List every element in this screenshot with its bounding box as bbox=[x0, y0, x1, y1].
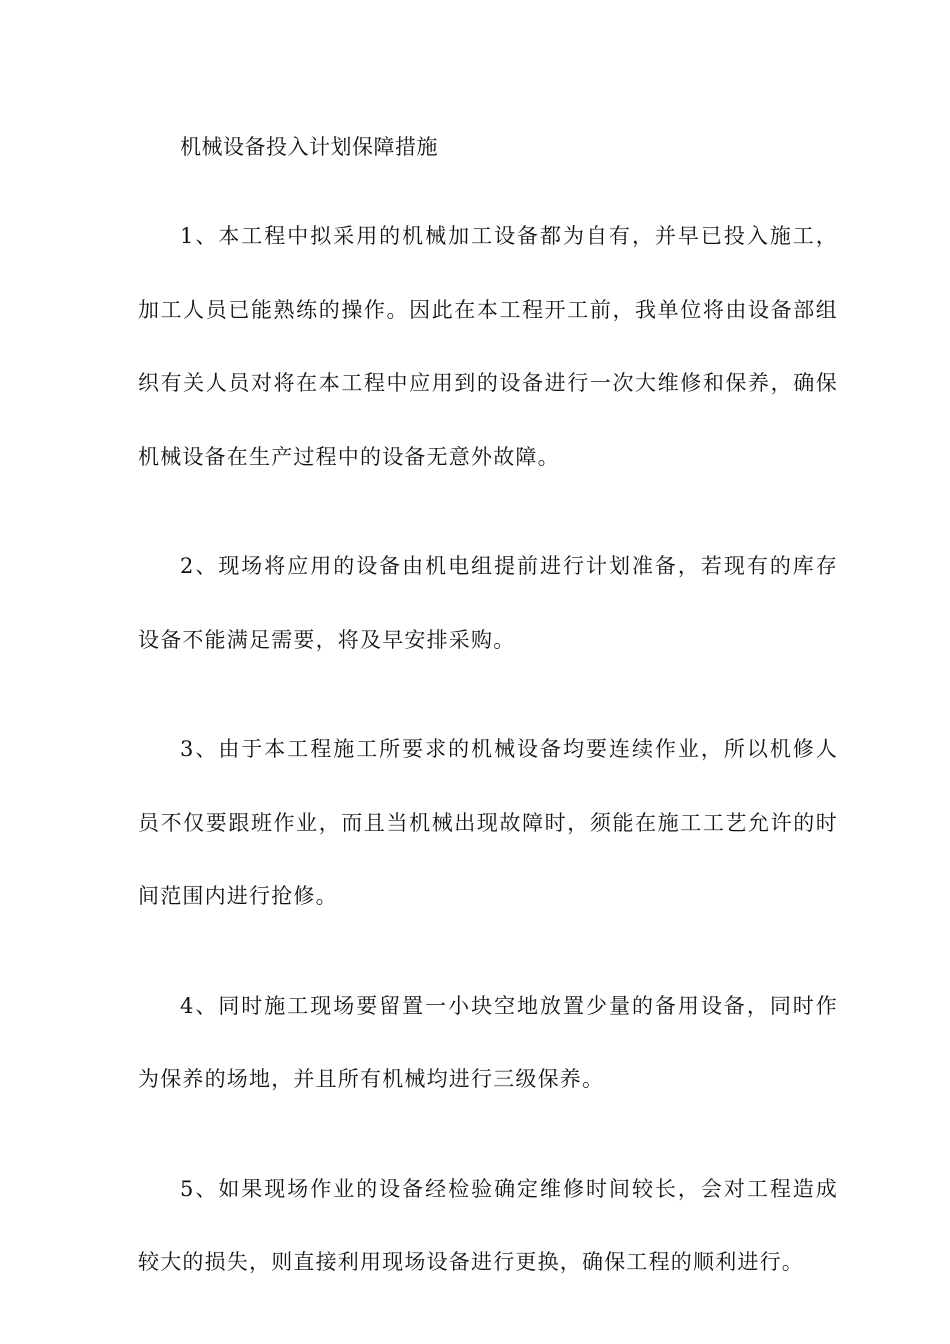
paragraph-3: 3、由于本工程施工所要求的机械设备均要连续作业，所以机修人员不仅要跟班作业，而且当机械出现故障时，须能在施工工艺允许的时间范围内进行抢修。 bbox=[138, 737, 838, 908]
document-body bbox=[138, 128, 838, 1300]
paragraph-1: 1、本工程中拟采用的机械加工设备都为自有，并早已投入施工，加工人员已能熟练的操作。因此在本工程开工前，我单位将由设备部组织有关人员对将在本工程中应用到的设备进行一次大维修和保养，确保机械设备在生产过程中的设备无意外故障。 bbox=[138, 224, 838, 469]
document-title: 机械设备投入计划保障措施 bbox=[180, 135, 438, 159]
paragraph-2: 2、现场将应用的设备由机电组提前进行计划准备，若现有的库存设备不能满足需要，将及早安排采购。 bbox=[138, 554, 838, 652]
paragraph-5: 5、如果现场作业的设备经检验确定维修时间较长，会对工程造成较大的损失，则直接利用现场设备进行更换，确保工程的顺利进行。 bbox=[138, 1176, 838, 1274]
paragraph-4: 4、同时施工现场要留置一小块空地放置少量的备用设备，同时作为保养的场地，并且所有机械均进行三级保养。 bbox=[138, 993, 838, 1091]
